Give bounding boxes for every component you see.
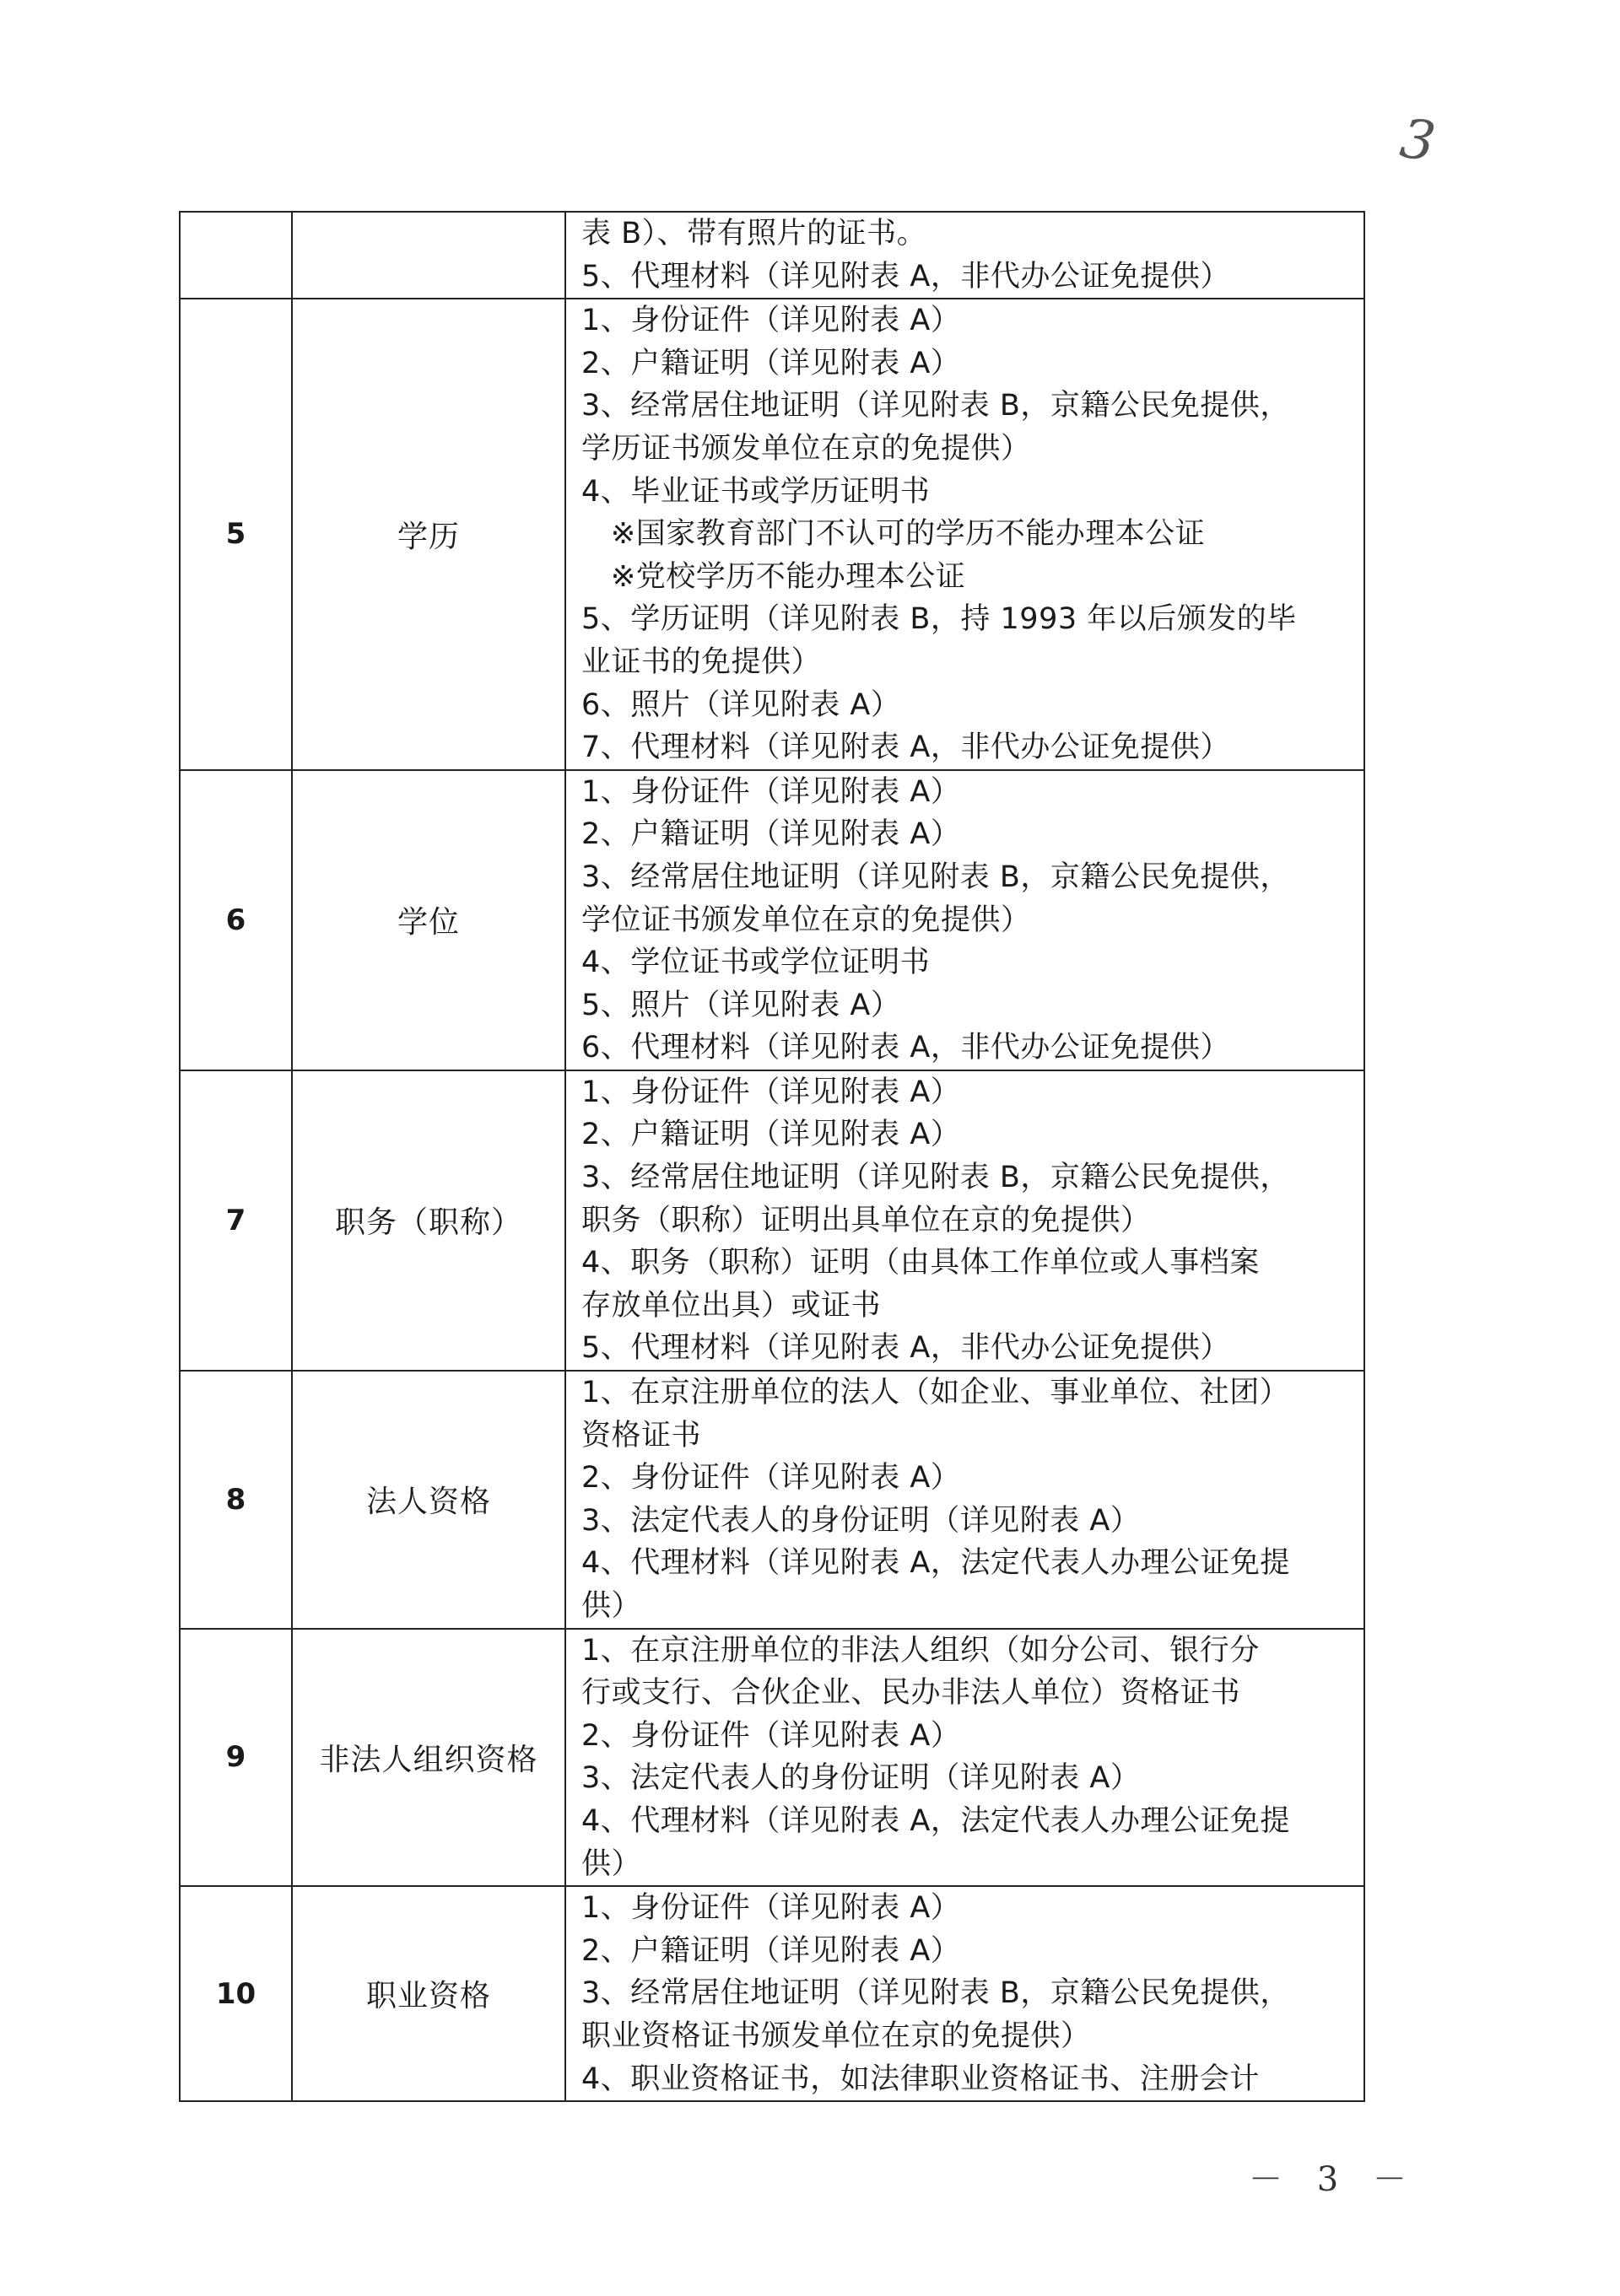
material-line: 供） [581,1846,642,1881]
table-row [180,299,1364,770]
material-line: 7、代理材料（详见附表 A，非代办公证免提供） [581,730,1230,765]
material-line: 1、在京注册单位的法人（如企业、事业单位、社团） [581,1376,1290,1410]
material-line: 学位证书颁发单位在京的免提供） [581,903,1031,937]
material-line: 1、身份证件（详见附表 A） [581,774,961,809]
material-line: 3、法定代表人的身份证明（详见附表 A） [581,1761,1141,1796]
material-line: 3、经常居住地证明（详见附表 B，京籍公民免提供， [581,1161,1290,1195]
material-line: 1、身份证件（详见附表 A） [581,1075,961,1109]
page-number: － 3 － [1249,2160,1418,2199]
notarization-item: 非法人组织资格 [292,1629,565,1887]
notarization-item: 法人资格 [292,1371,565,1629]
material-line: 1、身份证件（详见附表 A） [581,304,961,338]
material-line: ※国家教育部门不认可的学历不能办理本公证 [581,517,1206,552]
material-line: 3、经常居住地证明（详见附表 B，京籍公民免提供， [581,860,1290,894]
required-materials [565,1886,1364,2101]
required-materials [565,1070,1364,1371]
table-row [180,1886,1364,2101]
row-number: 10 [180,1886,292,2101]
material-line: 6、照片（详见附表 A） [581,687,901,722]
required-materials [565,1629,1364,1887]
material-line: 1、身份证件（详见附表 A） [581,1891,961,1926]
material-line: 3、法定代表人的身份证明（详见附表 A） [581,1503,1141,1538]
material-line: 4、代理材料（详见附表 A，法定代表人办理公证免提 [581,1546,1290,1581]
notarization-materials-table [179,211,1365,2102]
table-row [180,212,1364,299]
table-row [180,1371,1364,1629]
notarization-item: 学历 [292,299,565,770]
table-row [180,1070,1364,1371]
material-line: 6、代理材料（详见附表 A，非代办公证免提供） [581,1031,1230,1065]
material-line: 资格证书 [581,1418,702,1453]
required-materials [565,770,1364,1070]
material-line: 2、户籍证明（详见附表 A） [581,346,961,380]
material-line: 3、经常居住地证明（详见附表 B，京籍公民免提供， [581,1976,1290,2011]
material-line: 存放单位出具）或证书 [581,1288,882,1323]
material-line: 职务（职称）证明出具单位在京的免提供） [581,1203,1151,1237]
required-materials [565,212,1364,299]
row-number: 9 [180,1629,292,1887]
material-line: 4、学位证书或学位证明书 [581,946,931,980]
material-line: 5、照片（详见附表 A） [581,988,901,1022]
material-line: 业证书的免提供） [581,644,822,679]
material-line: 4、职业资格证书，如法律职业资格证书、注册会计 [581,2062,1260,2096]
material-line: 5、代理材料（详见附表 A，非代办公证免提供） [581,259,1230,294]
material-line: 职业资格证书颁发单位在京的免提供） [581,2018,1091,2053]
material-line: 5、学历证明（详见附表 B，持 1993 年以后颁发的毕 [581,602,1297,637]
material-line: 3、经常居住地证明（详见附表 B，京籍公民免提供， [581,389,1290,423]
table-body [180,212,1364,2101]
row-number: 6 [180,770,292,1070]
material-line: ※党校学历不能办理本公证 [581,559,966,594]
table-row [180,770,1364,1070]
material-line: 行或支行、合伙企业、民办非法人单位）资格证书 [581,1676,1241,1711]
material-line: 5、代理材料（详见附表 A，非代办公证免提供） [581,1331,1230,1366]
material-line: 2、身份证件（详见附表 A） [581,1718,961,1753]
notarization-item: 职业资格 [292,1886,565,2101]
notarization-item: 职务（职称） [292,1070,565,1371]
material-line: 供） [581,1589,642,1623]
required-materials [565,1371,1364,1629]
table-row [180,1629,1364,1887]
material-line: 表 B）、带有照片的证书。 [581,217,927,251]
row-number: 5 [180,299,292,770]
material-line: 4、毕业证书或学历证明书 [581,474,931,509]
material-line: 2、身份证件（详见附表 A） [581,1461,961,1496]
material-line: 4、代理材料（详见附表 A，法定代表人办理公证免提 [581,1803,1290,1838]
notarization-item [292,212,565,299]
notarization-item: 学位 [292,770,565,1070]
row-number: 8 [180,1371,292,1629]
row-number: 7 [180,1070,292,1371]
material-line: 学历证书颁发单位在京的免提供） [581,431,1031,466]
handwritten-page-mark: 3 [1396,107,1439,175]
material-line: 4、职务（职称）证明（由具体工作单位或人事档案 [581,1246,1260,1280]
material-line: 2、户籍证明（详见附表 A） [581,1118,961,1152]
material-line: 2、户籍证明（详见附表 A） [581,1933,961,1968]
material-line: 1、在京注册单位的非法人组织（如分公司、银行分 [581,1633,1260,1668]
material-line: 2、户籍证明（详见附表 A） [581,817,961,852]
required-materials [565,299,1364,770]
row-number [180,212,292,299]
